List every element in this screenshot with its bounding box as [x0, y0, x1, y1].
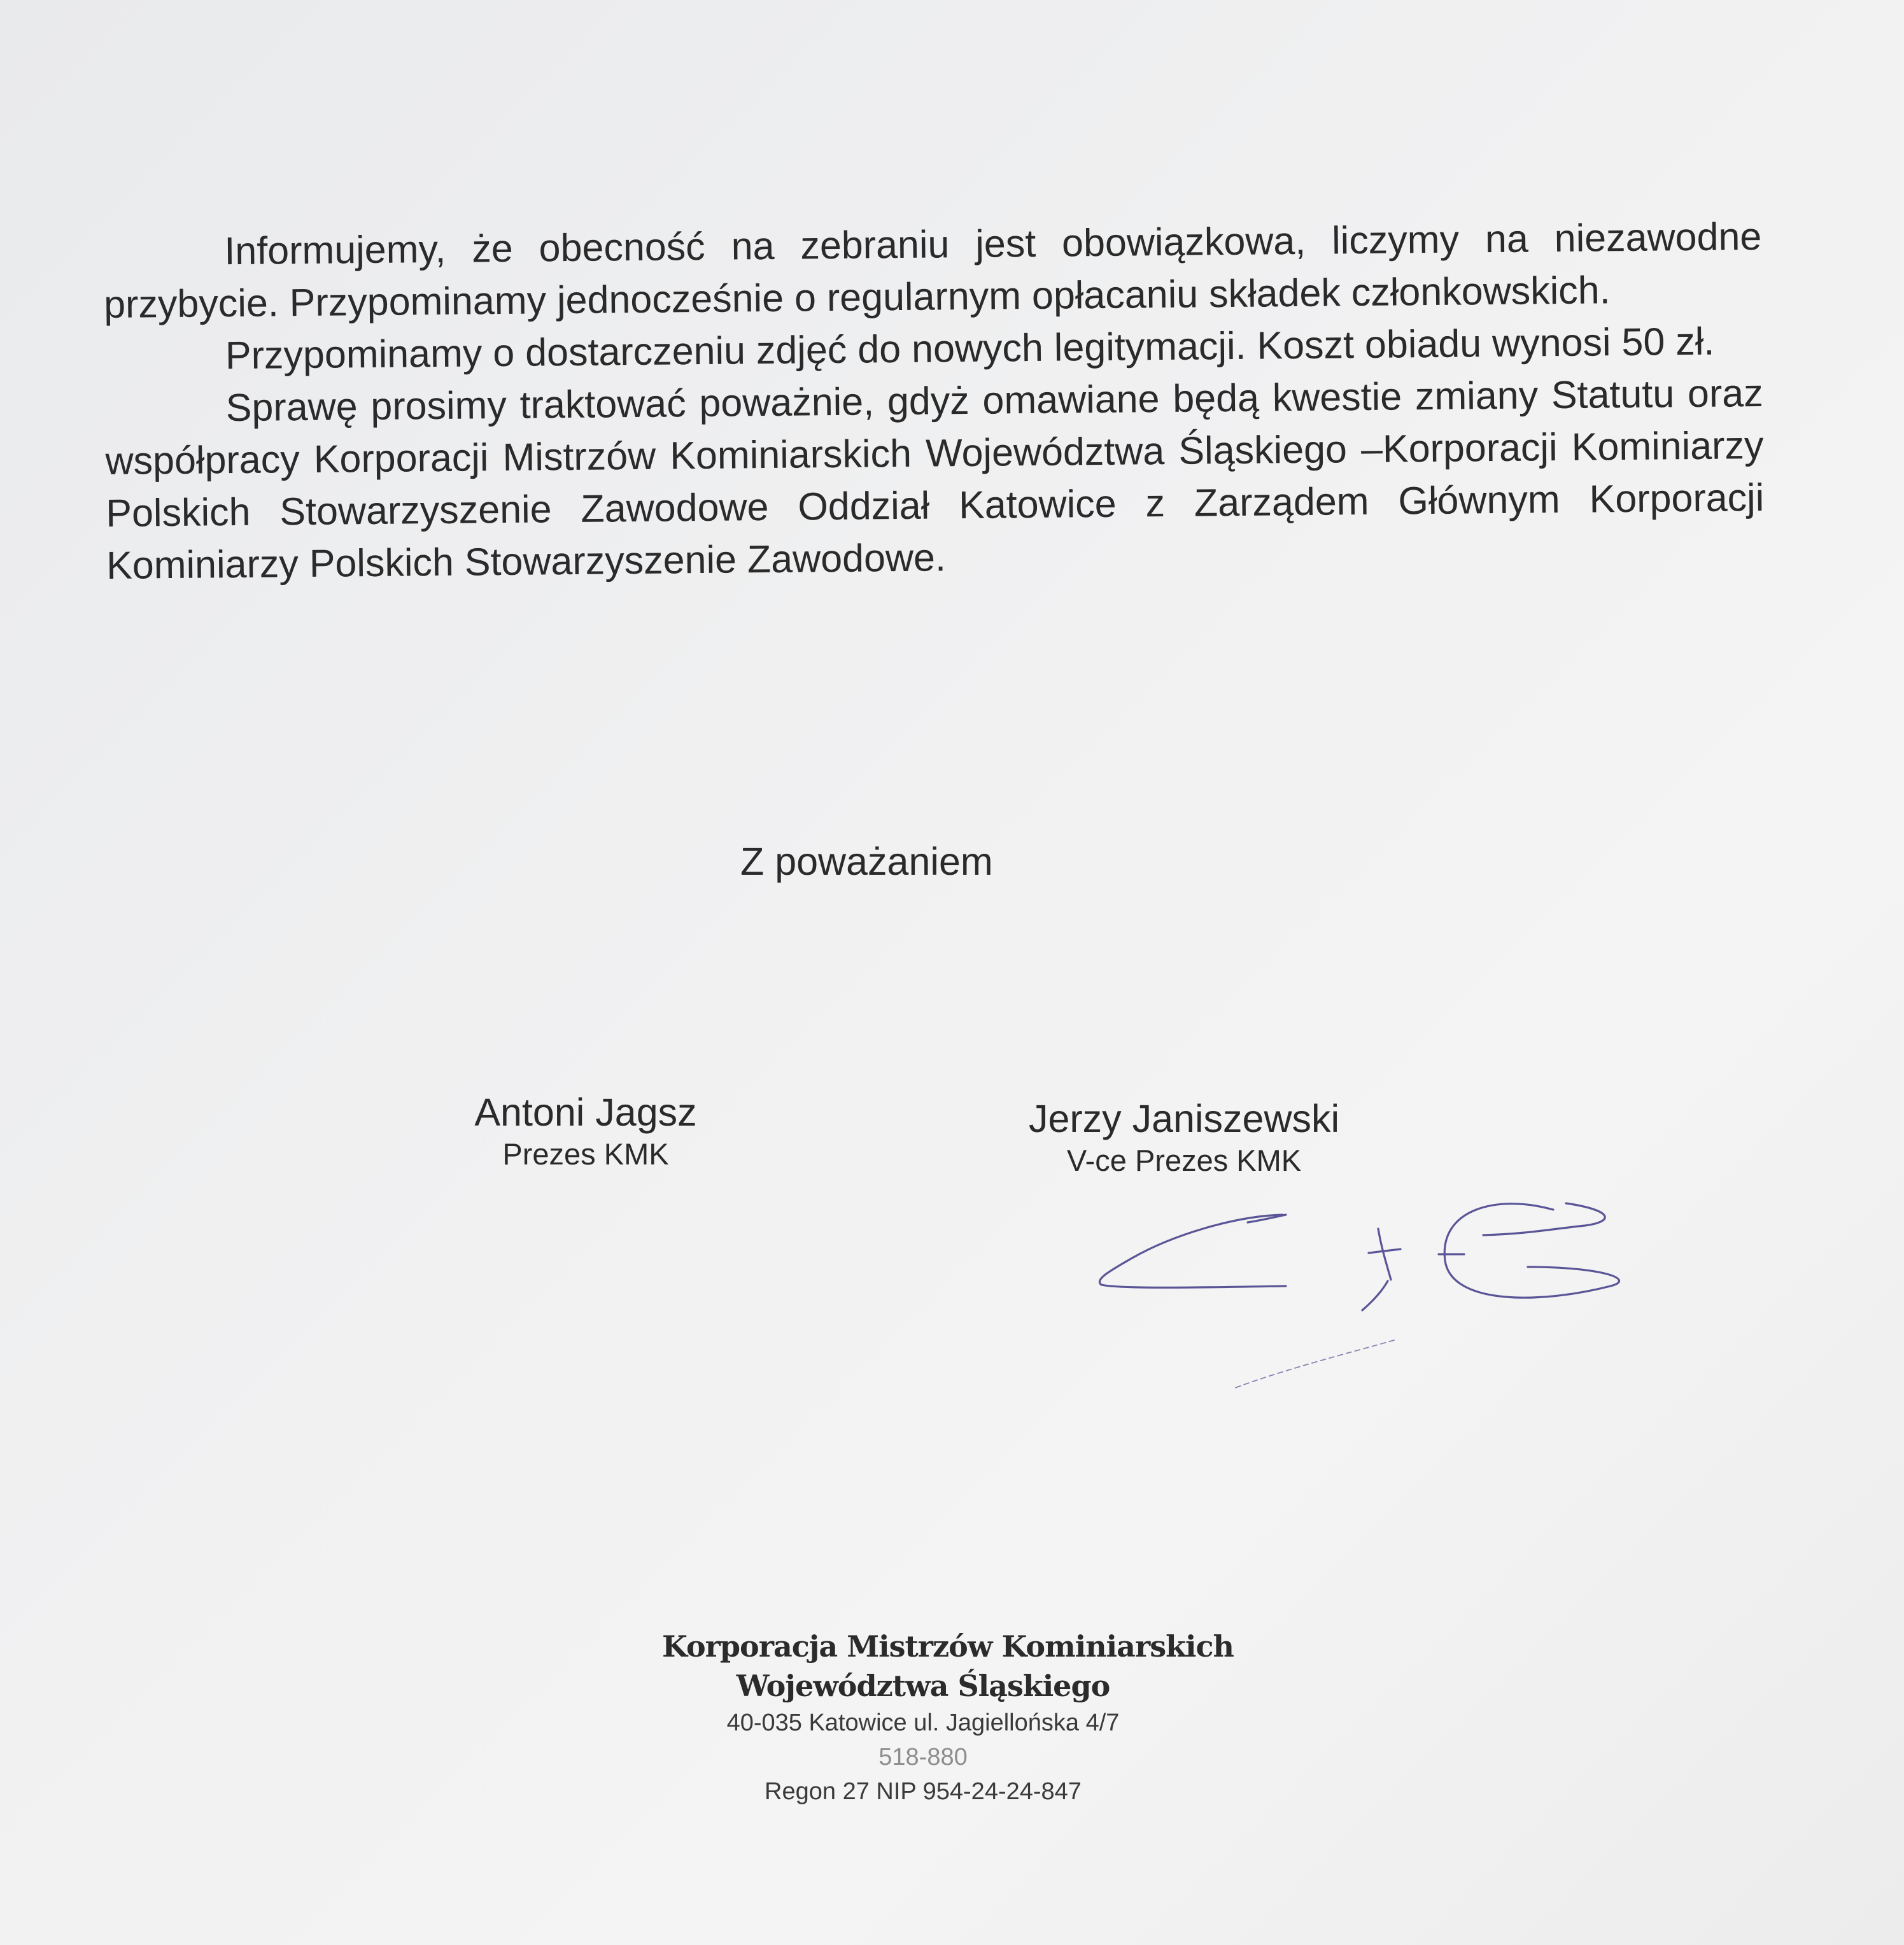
organization-stamp [662, 1627, 1234, 1809]
handwritten-signature [1082, 1191, 1630, 1407]
signatory-title: Prezes KMK [502, 1137, 669, 1171]
paragraph-attendance: Informujemy, że obecność na zebraniu jest obowiązkowa, liczymy na niezawodne przybycie. Przypominamy jednocześnie o regularnym opłacaniu składek członkowskich. [103, 214, 1762, 326]
signatory-vice-president [993, 1096, 1375, 1180]
paragraph-statute: Sprawę prosimy traktować poważnie, gdyż omawiane będą kwestie zmiany Statutu oraz współpracy Korporacji Mistrzów Kominiarskich Województwa Śląskiego –Korporacji Kominiarzy Polskich Stowarzyszenie Zawodowe Oddział Katowice z Zarządem Głównym Korporacji Kominiarzy Polskich Stowarzyszenie Zawodowe. [105, 371, 1765, 587]
stamp-phone: 518-880 [878, 1744, 968, 1771]
stamp-region: Województwa Śląskiego [736, 1669, 1110, 1703]
signatory-name: Jerzy Janiszewski [1028, 1097, 1340, 1140]
signatory-name: Antoni Jagsz [474, 1091, 697, 1134]
signatory-president [446, 1090, 726, 1174]
stamp-address: 40-035 Katowice ul. Jagiellońska 4/7 [726, 1709, 1120, 1736]
letter-body [103, 210, 1765, 591]
closing-salutation: Z poważaniem [740, 840, 993, 883]
paragraph-photos-lunch: Przypominamy o dostarczeniu zdjęć do nowych legitymacji. Koszt obiadu wynosi 50 zł. [225, 319, 1715, 378]
signatory-title: V-ce Prezes KMK [1066, 1143, 1302, 1177]
stamp-organization-name: Korporacja Mistrzów Kominiarskich [662, 1629, 1234, 1664]
stamp-registration-numbers: Regon 27 NIP 954-24-24-847 [765, 1778, 1082, 1805]
